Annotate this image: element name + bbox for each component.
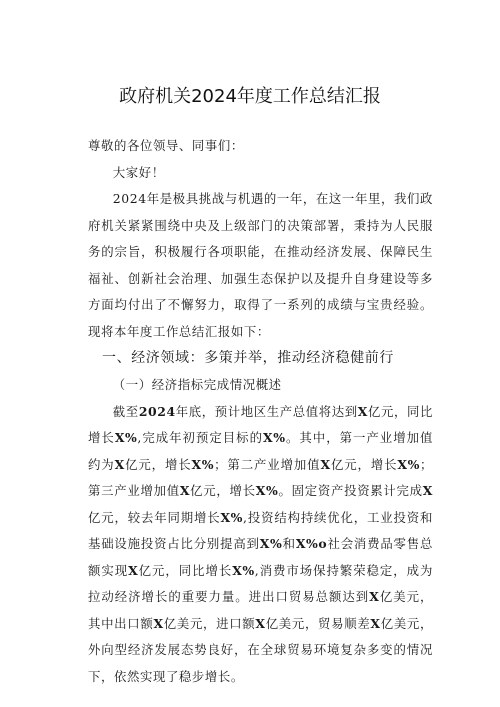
text-run: X xyxy=(320,456,331,472)
text-run: 年底，预计地区生产总值将达到 xyxy=(175,403,358,419)
text-run: 亿元，增长 xyxy=(330,456,398,472)
text-run: ；第二产业增加值 xyxy=(214,456,321,472)
greeting: 大家好！ xyxy=(112,164,165,180)
text-run: X xyxy=(153,615,164,631)
text-run: X xyxy=(128,562,139,578)
text-run: 亿元，增长 xyxy=(190,483,256,498)
text-run: X xyxy=(179,483,191,498)
text-run: 。其中，第一产业增加值约为 xyxy=(88,430,433,472)
subsection-heading: （一）经济指标完成情况概述 xyxy=(112,377,282,392)
text-run: X% xyxy=(232,562,255,578)
section-heading: 一、经济领域：多策并举，推动经济稳健前行 xyxy=(102,350,394,366)
text-run: 亿元，同比增长 xyxy=(138,562,233,578)
text-run: X xyxy=(114,456,125,472)
document-body xyxy=(88,133,433,690)
salutation: 尊敬的各位领导、同事们： xyxy=(88,138,244,153)
text-run: X% xyxy=(262,430,286,445)
text-run: X% xyxy=(220,509,244,525)
text-run: 和 xyxy=(282,536,296,551)
text-run: 亿美元，进口额 xyxy=(163,615,256,631)
text-run: X xyxy=(422,483,433,498)
text-run: 社会消费品零售总额实现 xyxy=(88,536,433,578)
text-run: 。固定资产投资累计完成 xyxy=(278,483,423,498)
text-run: X xyxy=(357,403,368,419)
text-run: X xyxy=(255,615,266,631)
intro-paragraph: 2024年是极具挑战与机遇的一年，在这一年里，我们政府机关紧紧围绕中央及上级部门的决策部署，秉持为人民服务的宗旨，积极履行各项职能，在推动经济发展、保障民生福祉、创新社会治理、加强生态保护以及提升自身建设等多方面均付出了不懈努力，取得了一系列的成绩与宝贵经验。现将本年度工作总结汇报如下： xyxy=(88,191,433,339)
document-title: 政府机关2024年度工作总结汇报 xyxy=(119,86,381,107)
economic-indicators-paragraph xyxy=(88,399,433,691)
text-run: X xyxy=(370,615,381,631)
text-run: 2024 xyxy=(138,403,176,419)
text-run: 亿美元，其中出口额 xyxy=(88,589,433,631)
text-run: X% xyxy=(114,430,138,445)
text-run: ；第三产业增加值 xyxy=(88,456,434,498)
text-run: X%o xyxy=(295,536,328,551)
text-run: X% xyxy=(259,536,283,551)
text-run: 亿元，较去年同期增长 xyxy=(88,509,221,525)
text-run: 亿美元，外向型经济发展态势良好，在全球贸易环境复杂多变的情况下，依然实现了稳步增长。 xyxy=(88,615,433,684)
text-run: X% xyxy=(191,456,215,472)
text-run: X% xyxy=(397,456,421,472)
text-run: 亿元，增长 xyxy=(124,456,192,472)
text-run: ,完成年初预定目标的 xyxy=(137,430,263,445)
text-run: ,投资结构持续优化，工业投资和基础设施投资占比分别提高到 xyxy=(88,509,433,551)
text-run: X xyxy=(369,589,380,604)
text-run: 截至 xyxy=(112,403,139,419)
text-run: 亿元，同比增长 xyxy=(88,403,434,445)
text-run: X% xyxy=(255,483,279,498)
text-run: 亿美元，贸易顺差 xyxy=(265,615,371,631)
text-run: ,消费市场保持繁荣稳定，成为拉动经济增长的重要力量。进出口贸易总额达到 xyxy=(88,562,433,604)
